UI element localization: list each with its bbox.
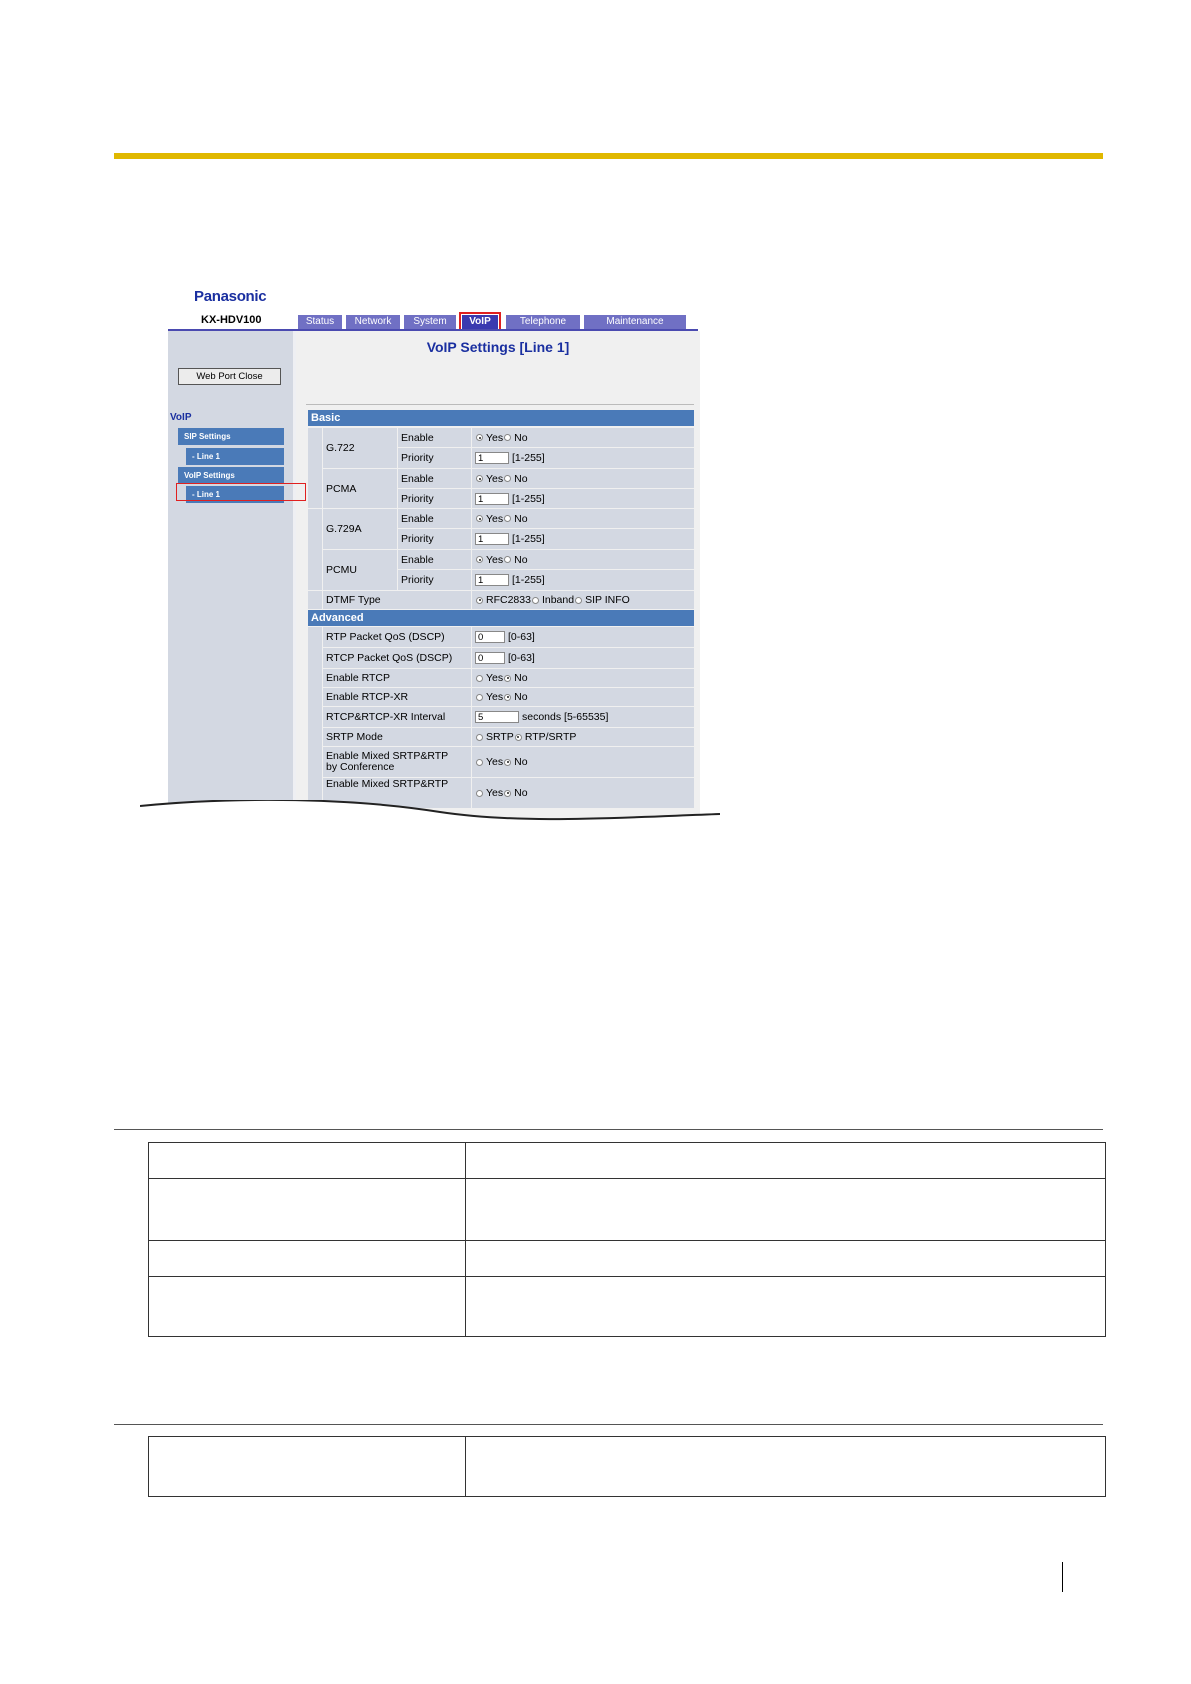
priority-input[interactable]: 1 (475, 493, 509, 505)
enable-rtcp-radio[interactable] (472, 669, 694, 687)
priority-input[interactable]: 1 (475, 533, 509, 545)
option-label: RTP/SRTP (524, 731, 577, 743)
yes-label: Yes (486, 553, 504, 566)
tab-maintenance[interactable]: Maintenance (584, 315, 686, 329)
range-label: seconds [5-65535] (522, 711, 609, 723)
srtp-mode-label: SRTP Mode (323, 728, 471, 746)
codec-name: PCMA (323, 469, 397, 508)
table-cell (149, 1241, 466, 1277)
indent-cell (308, 509, 322, 590)
radio-no[interactable] (504, 475, 511, 482)
sidebar-item-sip-line1[interactable]: - Line 1 (186, 448, 284, 465)
radio-no[interactable] (504, 556, 511, 563)
dtmf-label: DTMF Type (323, 591, 471, 609)
sidebar-section-voip: VoIP (170, 412, 192, 423)
yes-label: Yes (486, 672, 504, 684)
table-cell (149, 1277, 466, 1337)
sidebar-highlight-box (176, 483, 306, 501)
priority-label: Priority (398, 489, 471, 508)
tab-telephone[interactable]: Telephone (506, 315, 580, 329)
table-cell (466, 1241, 1106, 1277)
voip-settings-screenshot (168, 282, 700, 822)
enable-label: Enable (398, 550, 471, 569)
pcmu-enable-radio[interactable] (472, 550, 694, 569)
radio-yes[interactable] (476, 475, 483, 482)
no-label: No (514, 472, 528, 485)
option-label: Inband (541, 594, 575, 606)
table-cell (466, 1179, 1106, 1241)
priority-label: Priority (398, 529, 471, 549)
priority-label: Priority (398, 448, 471, 468)
rtcp-qos-label: RTCP Packet QoS (DSCP) (323, 648, 471, 668)
sidebar-item-voip-line1[interactable]: - Line 1 (186, 486, 284, 503)
yes-label: Yes (486, 756, 504, 768)
tab-voip[interactable]: VoIP (462, 315, 498, 329)
interval-input[interactable]: 5 (475, 711, 519, 723)
g722-priority (472, 448, 694, 468)
rtp-qos-label: RTP Packet QoS (DSCP) (323, 627, 471, 647)
enable-rtcp-xr-label: Enable RTCP-XR (323, 688, 471, 706)
priority-input[interactable]: 1 (475, 574, 509, 586)
yes-label: Yes (486, 691, 504, 703)
rtcp-qos-input[interactable]: 0 (475, 652, 505, 664)
radio-yes[interactable] (476, 515, 483, 522)
range-label: [1-255] (512, 574, 545, 586)
yes-label: Yes (486, 787, 504, 799)
enable-label: Enable (398, 509, 471, 528)
enable-label: Enable (398, 469, 471, 488)
interval-field (472, 707, 694, 727)
enable-label: Enable (398, 428, 471, 447)
rtp-qos-field (472, 627, 694, 647)
sidebar-item-voip-settings[interactable]: VoIP Settings (178, 467, 284, 484)
table-cell (466, 1437, 1106, 1497)
table-cell (466, 1143, 1106, 1179)
no-label: No (514, 787, 528, 799)
no-label: No (514, 672, 528, 684)
radio-yes[interactable] (476, 759, 483, 766)
g729a-priority (472, 529, 694, 549)
page-title: VoIP Settings [Line 1] (426, 339, 570, 355)
yes-label: Yes (486, 472, 504, 485)
option-label: RFC2833 (486, 594, 531, 606)
radio-sip-info[interactable] (575, 597, 582, 604)
table-cell (149, 1143, 466, 1179)
table-cell (149, 1179, 466, 1241)
srtp-mode-radio[interactable] (472, 728, 694, 746)
title-divider (306, 404, 694, 405)
mixed-conf-label (323, 747, 471, 777)
range-label: [0-63] (508, 652, 535, 664)
g729a-enable-radio[interactable] (472, 509, 694, 528)
radio-srtp[interactable] (476, 734, 483, 741)
range-label: [1-255] (512, 492, 545, 505)
enable-rtcp-label: Enable RTCP (323, 669, 471, 687)
radio-no[interactable] (504, 759, 511, 766)
info-table (148, 1142, 1106, 1337)
model-name: KX-HDV100 (201, 314, 262, 326)
g722-enable-radio[interactable] (472, 428, 694, 447)
indent-cell (308, 428, 322, 508)
option-label: SRTP (486, 731, 514, 743)
no-label: No (514, 512, 528, 525)
table-cell (466, 1277, 1106, 1337)
radio-yes[interactable] (476, 556, 483, 563)
pcma-enable-radio[interactable] (472, 469, 694, 488)
radio-no[interactable] (504, 694, 511, 701)
mixed-conf-radio[interactable] (472, 747, 694, 777)
radio-yes[interactable] (476, 675, 483, 682)
priority-input[interactable]: 1 (475, 452, 509, 464)
radio-no[interactable] (504, 515, 511, 522)
radio-no[interactable] (504, 434, 511, 441)
pcma-priority (472, 489, 694, 508)
radio-rtp-srtp[interactable] (515, 734, 522, 741)
web-port-close-button[interactable]: Web Port Close (178, 368, 281, 385)
radio-yes[interactable] (476, 434, 483, 441)
priority-label: Priority (398, 570, 471, 590)
tab-system[interactable]: System (404, 315, 456, 329)
radio-yes[interactable] (476, 790, 483, 797)
no-label: No (514, 431, 528, 444)
section-rule (114, 1129, 1103, 1130)
radio-no[interactable] (504, 675, 511, 682)
mixed-conf-label-line1: Enable Mixed SRTP&RTP (326, 750, 449, 762)
section-header-advanced: Advanced (308, 610, 694, 626)
radio-inband[interactable] (532, 597, 539, 604)
page-number-bar (1062, 1562, 1063, 1592)
codec-name: G.722 (323, 428, 397, 468)
tab-network[interactable]: Network (346, 315, 400, 329)
brand-logo: Panasonic (194, 288, 267, 305)
tab-status[interactable]: Status (298, 315, 342, 329)
sidebar (168, 331, 293, 822)
option-label: SIP INFO (585, 594, 630, 606)
mixed-conf-label-line2: by Conference (326, 761, 395, 773)
range-label: [1-255] (512, 533, 545, 545)
table-cell (149, 1437, 466, 1497)
yes-label: Yes (486, 512, 504, 525)
indent-cell (308, 627, 322, 822)
range-label: [1-255] (512, 452, 545, 464)
range-label: [0-63] (508, 631, 535, 643)
header-rule (114, 153, 1103, 159)
radio-rfc2833[interactable] (476, 597, 483, 604)
radio-no[interactable] (504, 790, 511, 797)
torn-edge-cut (140, 800, 720, 840)
yes-label: Yes (486, 431, 504, 444)
indent-cell (308, 591, 322, 609)
no-label: No (514, 691, 528, 703)
codec-name: G.729A (323, 509, 397, 549)
dtmf-radio-group[interactable] (472, 591, 694, 609)
codec-name: PCMU (323, 550, 397, 590)
info-table (148, 1436, 1106, 1497)
enable-rtcp-xr-radio[interactable] (472, 688, 694, 706)
no-label: No (514, 553, 528, 566)
interval-label: RTCP&RTCP-XR Interval (323, 707, 471, 727)
mixed-transfer-label: Enable Mixed SRTP&RTP (323, 778, 471, 808)
rtp-qos-input[interactable]: 0 (475, 631, 505, 643)
pcmu-priority (472, 570, 694, 590)
radio-yes[interactable] (476, 694, 483, 701)
no-label: No (514, 756, 528, 768)
sidebar-item-sip-settings[interactable]: SIP Settings (178, 428, 284, 445)
section-header-basic: Basic (308, 410, 694, 426)
rtcp-qos-field (472, 648, 694, 668)
section-rule (114, 1424, 1103, 1425)
